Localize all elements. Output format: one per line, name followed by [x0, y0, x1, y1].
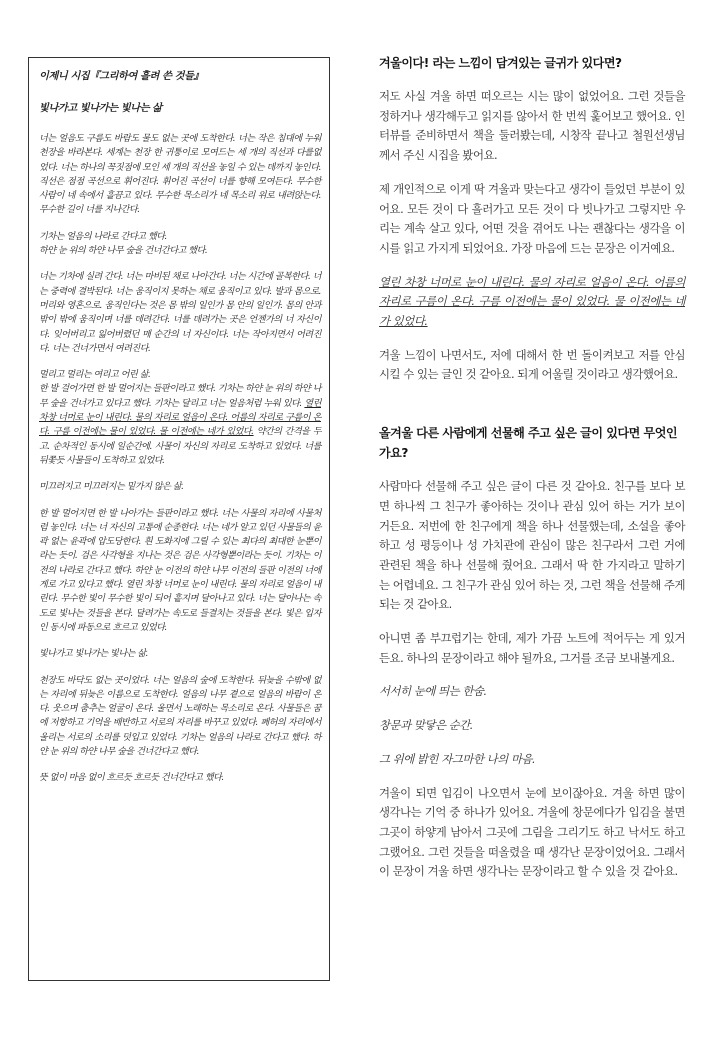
- section-gap: [379, 399, 685, 423]
- poem-stanza-4-text: 멀리고 멀리는 여리고 어린 삶. 한 발 걸어가면 한 발 멀어지는 들판이라고 했다. 기차는 하얀 눈 위의 하얀 나무 숲을 건너가고 있다고 했다. 기차는 달리고 너는 얼음처럼 누워 있다.: [39, 370, 322, 409]
- poem-stanza-2: 기차는 얼음의 나라로 간다고 했다. 하얀 눈 위의 하얀 나무 숲을 건너간다고 했다.: [39, 231, 208, 257]
- poem-stanza-4-underlined: 열린 차창 너머로 눈이 내린다. 물의 자리로 얼음이 온다. 어름의 자리로 구름이 온다. 구름 이전에는 물이 있었다. 물 이전에는 네가 있었다.: [39, 398, 321, 438]
- poem-subtitle: 빛나가고 빛나가는 빛나는 삶: [39, 103, 162, 114]
- poem-stanza-4-end: 약간의 간격을 두고. 순차적인 동시에 일순간에. 사물이 자신의 자리로 도착하고 있었다. 너를 뒤쫓듯 사물들이 도착하고 있었다.: [39, 427, 321, 466]
- question-1: 겨울이다! 라는 느낌이 담겨있는 글귀가 있다면?: [379, 56, 622, 70]
- answer-2-paragraph-1: 사람마다 선물해 주고 싶은 글이 다른 것 같아요. 친구를 보다 보면 하나씩 그 친구가 좋아하는 것이나 관심 있어 하는 거가 보이거든요. 저번에 한 친구에게 책을 하나 선물했는데, 소설을 좋아하고 성 평등이나 성 가치관에 관심이 많은 친구라서 그런 거에 관련된 책을 하나 선물해 줬어요. 그래서 딱 한 가지라고 말하기는 어렵네요. 그 친구가 관심 있어 하는 것, 그런 책을 선물해 주게 되는 것 같아요.: [379, 479, 685, 612]
- poem-title: 이제니 시집『그리하여 흘려 쓴 것들』: [39, 71, 204, 82]
- answer-1-closing: 겨울 느낌이 나면서도, 저에 대해서 한 번 돌이켜보고 저를 안심시킬 수 있는 글인 것 같아요. 되게 어울릴 것이라고 생각했어요.: [379, 347, 685, 382]
- answer-2-closing: 겨울이 되면 입김이 나오면서 눈에 보이잖아요. 겨울 하면 많이 생각나는 기억 중 하나가 있어요. 겨울에 창문에다가 입김을 불면 그곳이 하얗게 남아서 그곳에 그림을 그리기도 하고 낙서도 하고 그랬어요. 그런 것들을 떠올렸을 때 생각난 문장이었어요. 그래서 이 문장이 겨울 하면 생각나는 문장이라고 할 수 있을 것 같아요.: [379, 785, 685, 879]
- poem-stanza-6: 한 발 멀어지면 한 발 나아가는 들판이라고 했다. 너는 사물의 자리에 사물처럼 놓인다. 너는 너 자신의 고통에 순종한다. 너는 네가 알고 있던 사물들의 윤곽 없는 윤곽에 압도당한다. 흰 도화지에 그릴 수 있는 최다의 최대한 눈뿐이라는 듯이. 검은 사각형을 지나는 것은 검은 사각형뿐이라는 듯이. 기차는 이전의 나라로 간다고 했다. 하얀 눈 이전의 하얀 나무 이전의 들판 이전의 너에게로 가고 있다고 했다. 열린 차창 너머로 눈이 내린다. 물의 자리로 얼음이 내린다. 무수한 빛이 무수한 빛이 되어 흩지며 달아나고 있다. 너는 달아나는 속도로 빛나는 것들을 본다. 달려가는 속도로 들결치는 것들을 본다. 빛은 입자인 동시에 파동으로 흐르고 있었다.: [39, 508, 322, 633]
- poem-stanza-1: 너는 얼음도 구름도 바람도 물도 없는 곳에 도착한다. 너는 작은 침대에 누워 천장을 바라본다. 세계는 천장 한 귀퉁이로 모여드는 세 개의 직선과 다를없었다. 너는 하나의 꼭짓점에 모인 세 개의 직선을 놓일 수 있는 데까지 놓인다. 직선은 점점 곡선으로 휘어진다. 휘어진 곡선이 너를 향해 모여든다. 무수한 사람이 네 속에서 흘끔고 있다. 무수한 목소리가 네 목소리 위로 내려앉는다. 무수한 길이 너를 지나간다.: [39, 134, 322, 216]
- poem-stanza-7: 빛나가고 빛나가는 빛나는 삶.: [39, 649, 148, 660]
- poem-box: [28, 57, 330, 981]
- answer-1-paragraph-1: 저도 사실 겨울 하면 떠오르는 시는 많이 없었어요. 그런 것들을 정하거나 생각해두고 읽지를 않아서 한 번씩 훑어보고 했어요. 인터뷰를 준비하면서 책을 둘러봤는데, 시창작 끝나고 철원선생님께서 주신 시집을 봤어요.: [379, 89, 685, 163]
- answer-2-poem-line-1: 서서히 눈에 띄는 한숨.: [379, 684, 487, 699]
- question-2: 올겨울 다른 사람에게 선물해 주고 싶은 글이 있다면 무엇인가요?: [379, 426, 678, 461]
- answer-1-paragraph-2: 제 개인적으로 이게 딱 겨울과 맞는다고 생각이 들었던 부분이 있어요. 모든 것이 다 흘러가고 모든 것이 다 빗나가고 그렇지만 우리는 계속 살고 있다, 어떤 것을 겪어도 나는 괜찮다는 생각을 이 시를 읽고 가지게 되었어요. 가장 마음에 드는 문장은 이거예요.: [379, 181, 685, 255]
- answer-2-poem-line-2: 창문과 맞닿은 순간.: [379, 718, 473, 733]
- poem-stanza-8: 천장도 바닥도 없는 곳이었다. 너는 얼음의 숲에 도착한다. 뒤늦을 수밖에 없는 자리에 뒤늦은 이름으로 도착한다. 얼음의 나무 곁으로 얼음의 바람이 온다. 웃으며 춤추는 얼굴이 온다. 울면서 노래하는 목소리로 온다. 사물들은 꿈에 저항하고 기억을 배반하고 서로의 자리를 바꾸고 있었다. 폐허의 자리에서 울리는 서로의 소리를 덧입고 있었다. 기차는 얼음의 나라로 간다고 했다. 하얀 눈 위의 하얀 나무 숲을 건너간다고 했다.: [39, 675, 321, 757]
- poem-stanza-4: [39, 368, 321, 468]
- poem-stanza-9: 뜻 없이 마음 없이 흐르듯 흐르듯 건너간다고 했다.: [39, 773, 224, 784]
- answer-2-paragraph-2: 아니면 좀 부끄럽기는 한데, 제가 가끔 노트에 적어두는 게 있거든요. 하나의 문장이라고 해야 될까요, 그거를 조금 보내볼게요.: [379, 631, 685, 665]
- answer-1-quote: 열린 차창 너머로 눈이 내린다. 물의 자리로 얼음이 온다. 어름의 자리로 구름이 온다. 구름 이전에는 물이 있었다. 물 이전에는 네가 있었다.: [379, 274, 685, 329]
- interview-column: [379, 53, 685, 896]
- poem-stanza-3: 너는 기차에 실려 간다. 너는 마비된 채로 나아간다. 너는 시간에 골복한다. 너는 중력에 결박된다. 너는 움직이지 못하는 채로 움직이고 있다. 발과 몸으로. 머리와 영혼으로. 움직인다는 것은 몸 밖의 일인가 몸 안의 일인가. 몸의 안과 밖이 밖에 움직이며 너를 데려간다. 너를 데려가는 곳은 언젠가의 너 자신이다. 잊어버리고 잃어버렸던 매 순간의 너 자신이다. 너는 작아지면서 어려진다. 너는 건너가면서 여려진다.: [39, 272, 322, 354]
- poem-stanza-5: 미끄러지고 미끄러지는 밑가지 않은 삶.: [39, 482, 184, 493]
- answer-2-poem-line-3: 그 위에 밝힌 자그마한 나의 마음.: [379, 751, 536, 766]
